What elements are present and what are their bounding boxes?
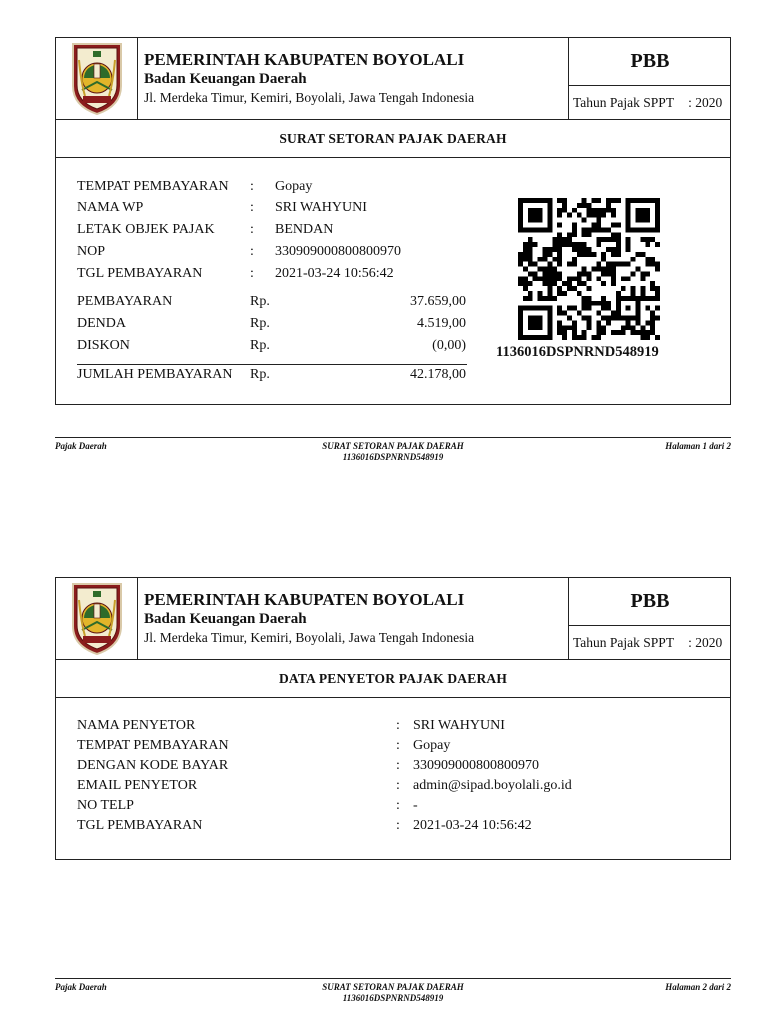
field-value: Gopay bbox=[413, 738, 451, 753]
footer-left: Pajak Daerah bbox=[55, 982, 107, 992]
organization-info bbox=[144, 590, 564, 647]
field-label: TEMPAT PEMBAYARAN bbox=[77, 738, 229, 753]
tax-type-label: PBB bbox=[569, 578, 731, 626]
tax-year-value: : 2020 bbox=[688, 94, 723, 110]
tax-year-label: Tahun Pajak SPPT bbox=[573, 94, 675, 110]
document-header bbox=[56, 38, 730, 120]
amount-currency: Rp. bbox=[250, 316, 270, 331]
field-separator: : bbox=[396, 818, 400, 833]
section-title: SURAT SETORAN PAJAK DAERAH bbox=[56, 120, 730, 158]
field-separator: : bbox=[396, 718, 400, 733]
tax-year-row bbox=[569, 86, 731, 119]
field-label: TGL PEMBAYARAN bbox=[77, 818, 203, 833]
depositor-data-section bbox=[55, 577, 731, 860]
tax-year-label: Tahun Pajak SPPT bbox=[573, 634, 675, 650]
field-value: - bbox=[413, 798, 418, 813]
field-value: SRI WAHYUNI bbox=[413, 718, 505, 733]
field-value: SRI WAHYUNI bbox=[275, 200, 367, 215]
field-value: Gopay bbox=[275, 179, 313, 194]
field-separator: : bbox=[396, 738, 400, 753]
total-divider bbox=[77, 364, 467, 365]
footer-left: Pajak Daerah bbox=[55, 441, 107, 451]
field-label: NAMA WP bbox=[77, 200, 144, 215]
total-currency: Rp. bbox=[250, 367, 270, 382]
field-value: 330909000800800970 bbox=[413, 758, 539, 773]
field-label: DENGAN KODE BAYAR bbox=[77, 758, 229, 773]
amount-currency: Rp. bbox=[250, 294, 270, 309]
logo-cell bbox=[56, 38, 138, 119]
organization-name: PEMERINTAH KABUPATEN BOYOLALI bbox=[144, 590, 465, 609]
field-value: BENDAN bbox=[275, 222, 334, 237]
amount-label: DENDA bbox=[77, 316, 126, 331]
amount-label: PEMBAYARAN bbox=[77, 294, 173, 309]
field-separator: : bbox=[396, 778, 400, 793]
field-separator: : bbox=[396, 798, 400, 813]
field-separator: : bbox=[396, 758, 400, 773]
footer-center-title: SURAT SETORAN PAJAK DAERAH bbox=[322, 982, 464, 992]
field-separator: : bbox=[250, 200, 254, 215]
field-value: 330909000800800970 bbox=[275, 244, 401, 259]
amount-value: 4.519,00 bbox=[417, 316, 466, 331]
logo-cell bbox=[56, 578, 138, 659]
tax-type-cell bbox=[568, 38, 731, 119]
amount-label: DISKON bbox=[77, 338, 130, 353]
footer-page-number: Halaman 2 dari 2 bbox=[665, 982, 731, 992]
tax-type-cell bbox=[568, 578, 731, 659]
footer-center bbox=[55, 441, 731, 463]
total-value: 42.178,00 bbox=[410, 367, 466, 382]
field-separator: : bbox=[250, 222, 254, 237]
total-label: JUMLAH PEMBAYARAN bbox=[77, 367, 233, 382]
field-separator: : bbox=[250, 244, 254, 259]
payment-code: 1136016DSPNRND548919 bbox=[496, 344, 659, 360]
amount-currency: Rp. bbox=[250, 338, 270, 353]
field-value: 2021-03-24 10:56:42 bbox=[413, 818, 532, 833]
field-separator: : bbox=[250, 179, 254, 194]
field-label: TEMPAT PEMBAYARAN bbox=[77, 179, 229, 194]
tax-receipt-section bbox=[55, 37, 731, 405]
footer-center-code: 1136016DSPNRND548919 bbox=[342, 993, 444, 1003]
footer-center-title: SURAT SETORAN PAJAK DAERAH bbox=[322, 441, 464, 451]
boyolali-crest-logo bbox=[71, 42, 123, 116]
amount-value: 37.659,00 bbox=[410, 294, 466, 309]
page-footer bbox=[55, 437, 731, 467]
agency-address: Jl. Merdeka Timur, Kemiri, Boyolali, Jawa Tengah Indonesia bbox=[144, 90, 475, 105]
field-label: TGL PEMBAYARAN bbox=[77, 266, 203, 281]
field-separator: : bbox=[250, 266, 254, 281]
organization-info bbox=[144, 50, 564, 107]
page-footer bbox=[55, 978, 731, 1008]
organization-name: PEMERINTAH KABUPATEN BOYOLALI bbox=[144, 50, 465, 69]
field-label: EMAIL PENYETOR bbox=[77, 778, 198, 793]
field-label: LETAK OBJEK PAJAK bbox=[77, 222, 215, 237]
agency-address: Jl. Merdeka Timur, Kemiri, Boyolali, Jawa Tengah Indonesia bbox=[144, 630, 475, 645]
amount-value: (0,00) bbox=[432, 338, 466, 353]
tax-type-label: PBB bbox=[569, 38, 731, 86]
footer-center-code: 1136016DSPNRND548919 bbox=[342, 452, 444, 462]
field-label: NO TELP bbox=[77, 798, 134, 813]
field-value: 2021-03-24 10:56:42 bbox=[275, 266, 394, 281]
field-value: admin@sipad.boyolali.go.id bbox=[413, 778, 572, 793]
section-title: DATA PENYETOR PAJAK DAERAH bbox=[56, 660, 730, 698]
qr-code-icon bbox=[518, 198, 660, 340]
field-label: NAMA PENYETOR bbox=[77, 718, 196, 733]
footer-page-number: Halaman 1 dari 2 bbox=[665, 441, 731, 451]
tax-year-row bbox=[569, 626, 731, 659]
footer-center bbox=[55, 982, 731, 1004]
agency-name: Badan Keuangan Daerah bbox=[144, 611, 307, 627]
agency-name: Badan Keuangan Daerah bbox=[144, 71, 307, 87]
tax-year-value: : 2020 bbox=[688, 634, 723, 650]
boyolali-crest-logo bbox=[71, 582, 123, 656]
field-label: NOP bbox=[77, 244, 106, 259]
document-header bbox=[56, 578, 730, 660]
